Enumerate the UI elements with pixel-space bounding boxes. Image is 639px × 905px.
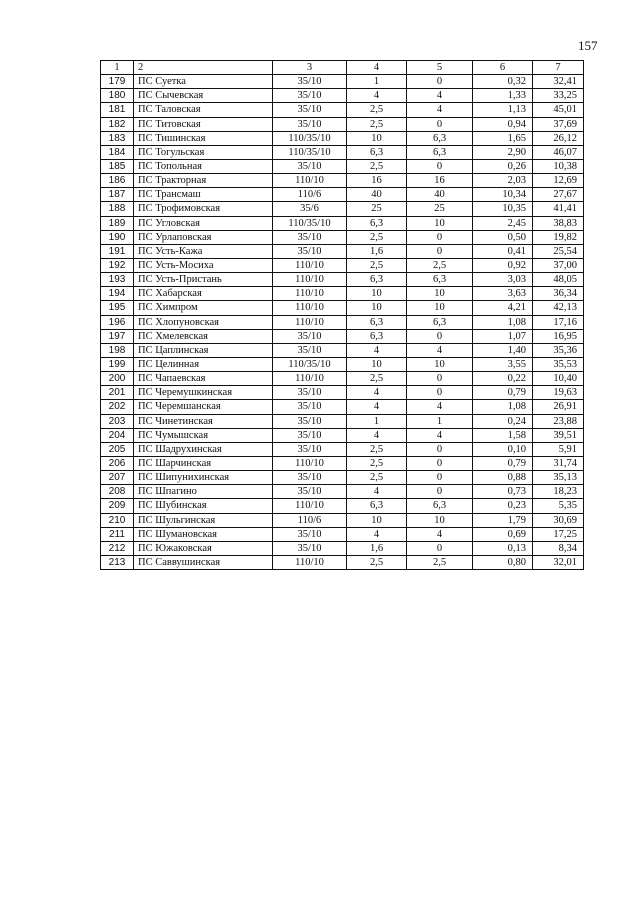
column-header: 6 xyxy=(473,61,533,75)
row-number-cell: 211 xyxy=(101,527,134,541)
table-row xyxy=(101,216,584,230)
table-row xyxy=(101,499,584,513)
table-row xyxy=(101,555,584,569)
load-cell: 10,35 xyxy=(473,202,533,216)
row-number-cell: 183 xyxy=(101,131,134,145)
capacity-2-cell: 6,3 xyxy=(407,273,473,287)
capacity-1-cell: 6,3 xyxy=(347,499,407,513)
load-cell: 2,45 xyxy=(473,216,533,230)
capacity-2-cell: 4 xyxy=(407,527,473,541)
percent-cell: 46,07 xyxy=(533,145,584,159)
voltage-cell: 35/10 xyxy=(273,230,347,244)
capacity-2-cell: 10 xyxy=(407,216,473,230)
voltage-cell: 35/10 xyxy=(273,442,347,456)
capacity-2-cell: 1 xyxy=(407,414,473,428)
row-number-cell: 194 xyxy=(101,287,134,301)
row-number-cell: 213 xyxy=(101,555,134,569)
capacity-2-cell: 4 xyxy=(407,103,473,117)
capacity-2-cell: 6,3 xyxy=(407,131,473,145)
table-row xyxy=(101,75,584,89)
row-number-cell: 198 xyxy=(101,343,134,357)
row-number-cell: 207 xyxy=(101,471,134,485)
substation-name-cell: ПС Черемшанская xyxy=(134,400,273,414)
percent-cell: 5,35 xyxy=(533,499,584,513)
percent-cell: 35,36 xyxy=(533,343,584,357)
percent-cell: 41,41 xyxy=(533,202,584,216)
row-number-cell: 212 xyxy=(101,541,134,555)
voltage-cell: 35/10 xyxy=(273,103,347,117)
load-cell: 1,65 xyxy=(473,131,533,145)
table-row xyxy=(101,386,584,400)
table-row xyxy=(101,117,584,131)
row-number-cell: 179 xyxy=(101,75,134,89)
voltage-cell: 110/35/10 xyxy=(273,357,347,371)
substation-name-cell: ПС Южаковская xyxy=(134,541,273,555)
capacity-1-cell: 2,5 xyxy=(347,471,407,485)
load-cell: 1,08 xyxy=(473,315,533,329)
substation-name-cell: ПС Сычевская xyxy=(134,89,273,103)
load-cell: 2,03 xyxy=(473,174,533,188)
capacity-2-cell: 10 xyxy=(407,513,473,527)
percent-cell: 17,25 xyxy=(533,527,584,541)
row-number-cell: 200 xyxy=(101,372,134,386)
load-cell: 0,26 xyxy=(473,159,533,173)
load-cell: 0,10 xyxy=(473,442,533,456)
voltage-cell: 35/10 xyxy=(273,117,347,131)
voltage-cell: 110/10 xyxy=(273,301,347,315)
substation-name-cell: ПС Цаплинская xyxy=(134,343,273,357)
substation-name-cell: ПС Трофимовская xyxy=(134,202,273,216)
substation-name-cell: ПС Угловская xyxy=(134,216,273,230)
table-row xyxy=(101,329,584,343)
voltage-cell: 35/10 xyxy=(273,541,347,555)
table-row xyxy=(101,103,584,117)
substation-name-cell: ПС Шпагино xyxy=(134,485,273,499)
voltage-cell: 110/10 xyxy=(273,287,347,301)
capacity-2-cell: 10 xyxy=(407,287,473,301)
percent-cell: 19,82 xyxy=(533,230,584,244)
table-row xyxy=(101,159,584,173)
table-row xyxy=(101,372,584,386)
percent-cell: 30,69 xyxy=(533,513,584,527)
voltage-cell: 35/10 xyxy=(273,471,347,485)
voltage-cell: 110/6 xyxy=(273,188,347,202)
table-row xyxy=(101,273,584,287)
capacity-1-cell: 16 xyxy=(347,174,407,188)
table-row xyxy=(101,301,584,315)
capacity-2-cell: 4 xyxy=(407,89,473,103)
row-number-cell: 199 xyxy=(101,357,134,371)
percent-cell: 17,16 xyxy=(533,315,584,329)
substation-name-cell: ПС Суетка xyxy=(134,75,273,89)
table-row xyxy=(101,527,584,541)
row-number-cell: 188 xyxy=(101,202,134,216)
capacity-2-cell: 0 xyxy=(407,456,473,470)
table-header-row xyxy=(101,61,584,75)
capacity-1-cell: 10 xyxy=(347,301,407,315)
voltage-cell: 35/10 xyxy=(273,400,347,414)
capacity-2-cell: 40 xyxy=(407,188,473,202)
table-row xyxy=(101,442,584,456)
percent-cell: 33,25 xyxy=(533,89,584,103)
table-row xyxy=(101,131,584,145)
table-row xyxy=(101,485,584,499)
load-cell: 3,55 xyxy=(473,357,533,371)
substation-name-cell: ПС Химпром xyxy=(134,301,273,315)
voltage-cell: 110/10 xyxy=(273,372,347,386)
percent-cell: 25,54 xyxy=(533,244,584,258)
table-row xyxy=(101,230,584,244)
capacity-2-cell: 0 xyxy=(407,485,473,499)
table-row xyxy=(101,188,584,202)
voltage-cell: 35/10 xyxy=(273,386,347,400)
table-row xyxy=(101,400,584,414)
load-cell: 0,13 xyxy=(473,541,533,555)
load-cell: 0,24 xyxy=(473,414,533,428)
table-row xyxy=(101,174,584,188)
substation-name-cell: ПС Целинная xyxy=(134,357,273,371)
capacity-2-cell: 0 xyxy=(407,386,473,400)
capacity-1-cell: 2,5 xyxy=(347,258,407,272)
percent-cell: 19,63 xyxy=(533,386,584,400)
substation-name-cell: ПС Тракторная xyxy=(134,174,273,188)
load-cell: 2,90 xyxy=(473,145,533,159)
substation-name-cell: ПС Тишинская xyxy=(134,131,273,145)
load-cell: 1,79 xyxy=(473,513,533,527)
capacity-2-cell: 16 xyxy=(407,174,473,188)
row-number-cell: 196 xyxy=(101,315,134,329)
substation-name-cell: ПС Шубинская xyxy=(134,499,273,513)
row-number-cell: 190 xyxy=(101,230,134,244)
percent-cell: 8,34 xyxy=(533,541,584,555)
column-header: 7 xyxy=(533,61,584,75)
substation-name-cell: ПС Усть-Мосиха xyxy=(134,258,273,272)
capacity-1-cell: 10 xyxy=(347,287,407,301)
column-header: 1 xyxy=(101,61,134,75)
capacity-1-cell: 1 xyxy=(347,414,407,428)
capacity-1-cell: 25 xyxy=(347,202,407,216)
percent-cell: 16,95 xyxy=(533,329,584,343)
percent-cell: 26,12 xyxy=(533,131,584,145)
row-number-cell: 197 xyxy=(101,329,134,343)
substation-name-cell: ПС Чинетинская xyxy=(134,414,273,428)
substation-name-cell: ПС Хабарская xyxy=(134,287,273,301)
load-cell: 0,80 xyxy=(473,555,533,569)
column-header: 5 xyxy=(407,61,473,75)
capacity-1-cell: 2,5 xyxy=(347,117,407,131)
column-header: 4 xyxy=(347,61,407,75)
capacity-1-cell: 2,5 xyxy=(347,456,407,470)
capacity-2-cell: 6,3 xyxy=(407,145,473,159)
load-cell: 10,34 xyxy=(473,188,533,202)
table-row xyxy=(101,287,584,301)
percent-cell: 27,67 xyxy=(533,188,584,202)
capacity-1-cell: 2,5 xyxy=(347,103,407,117)
voltage-cell: 35/10 xyxy=(273,329,347,343)
capacity-2-cell: 0 xyxy=(407,442,473,456)
row-number-cell: 192 xyxy=(101,258,134,272)
table-row xyxy=(101,414,584,428)
voltage-cell: 110/10 xyxy=(273,258,347,272)
substation-name-cell: ПС Хмелевская xyxy=(134,329,273,343)
percent-cell: 10,38 xyxy=(533,159,584,173)
substation-name-cell: ПС Шипунихинская xyxy=(134,471,273,485)
row-number-cell: 210 xyxy=(101,513,134,527)
percent-cell: 37,00 xyxy=(533,258,584,272)
load-cell: 0,32 xyxy=(473,75,533,89)
row-number-cell: 180 xyxy=(101,89,134,103)
load-cell: 1,40 xyxy=(473,343,533,357)
capacity-1-cell: 1,6 xyxy=(347,244,407,258)
capacity-1-cell: 4 xyxy=(347,527,407,541)
row-number-cell: 184 xyxy=(101,145,134,159)
table-row xyxy=(101,258,584,272)
substation-name-cell: ПС Усть-Кажа xyxy=(134,244,273,258)
column-header: 3 xyxy=(273,61,347,75)
voltage-cell: 110/10 xyxy=(273,555,347,569)
percent-cell: 18,23 xyxy=(533,485,584,499)
table-row xyxy=(101,471,584,485)
row-number-cell: 208 xyxy=(101,485,134,499)
capacity-1-cell: 10 xyxy=(347,357,407,371)
capacity-1-cell: 1 xyxy=(347,75,407,89)
load-cell: 1,33 xyxy=(473,89,533,103)
load-cell: 0,79 xyxy=(473,456,533,470)
table-row xyxy=(101,145,584,159)
percent-cell: 35,53 xyxy=(533,357,584,371)
percent-cell: 36,34 xyxy=(533,287,584,301)
voltage-cell: 35/6 xyxy=(273,202,347,216)
substation-name-cell: ПС Шумановская xyxy=(134,527,273,541)
voltage-cell: 110/35/10 xyxy=(273,145,347,159)
voltage-cell: 35/10 xyxy=(273,89,347,103)
substation-name-cell: ПС Таловская xyxy=(134,103,273,117)
voltage-cell: 35/10 xyxy=(273,428,347,442)
row-number-cell: 187 xyxy=(101,188,134,202)
voltage-cell: 110/35/10 xyxy=(273,216,347,230)
capacity-2-cell: 2,5 xyxy=(407,258,473,272)
percent-cell: 12,69 xyxy=(533,174,584,188)
load-cell: 1,13 xyxy=(473,103,533,117)
capacity-1-cell: 6,3 xyxy=(347,145,407,159)
percent-cell: 5,91 xyxy=(533,442,584,456)
capacity-2-cell: 0 xyxy=(407,372,473,386)
capacity-1-cell: 2,5 xyxy=(347,442,407,456)
capacity-1-cell: 4 xyxy=(347,400,407,414)
capacity-2-cell: 4 xyxy=(407,343,473,357)
capacity-2-cell: 0 xyxy=(407,244,473,258)
page-number: 157 xyxy=(578,38,598,53)
row-number-cell: 182 xyxy=(101,117,134,131)
row-number-cell: 205 xyxy=(101,442,134,456)
capacity-1-cell: 6,3 xyxy=(347,315,407,329)
percent-cell: 48,05 xyxy=(533,273,584,287)
row-number-cell: 202 xyxy=(101,400,134,414)
table-row xyxy=(101,244,584,258)
row-number-cell: 189 xyxy=(101,216,134,230)
load-cell: 0,92 xyxy=(473,258,533,272)
load-cell: 3,03 xyxy=(473,273,533,287)
load-cell: 0,50 xyxy=(473,230,533,244)
capacity-2-cell: 0 xyxy=(407,75,473,89)
load-cell: 3,63 xyxy=(473,287,533,301)
percent-cell: 32,41 xyxy=(533,75,584,89)
table-row xyxy=(101,357,584,371)
substation-name-cell: ПС Титовская xyxy=(134,117,273,131)
capacity-2-cell: 2,5 xyxy=(407,555,473,569)
substation-name-cell: ПС Черемушкинская xyxy=(134,386,273,400)
row-number-cell: 203 xyxy=(101,414,134,428)
substation-name-cell: ПС Шадрухинская xyxy=(134,442,273,456)
substation-name-cell: ПС Чумышская xyxy=(134,428,273,442)
capacity-2-cell: 10 xyxy=(407,301,473,315)
load-cell: 4,21 xyxy=(473,301,533,315)
load-cell: 0,79 xyxy=(473,386,533,400)
voltage-cell: 35/10 xyxy=(273,414,347,428)
percent-cell: 38,83 xyxy=(533,216,584,230)
table-row xyxy=(101,315,584,329)
capacity-1-cell: 4 xyxy=(347,428,407,442)
row-number-cell: 201 xyxy=(101,386,134,400)
capacity-2-cell: 0 xyxy=(407,117,473,131)
substation-name-cell: ПС Тогульская xyxy=(134,145,273,159)
capacity-2-cell: 0 xyxy=(407,159,473,173)
capacity-1-cell: 6,3 xyxy=(347,329,407,343)
row-number-cell: 209 xyxy=(101,499,134,513)
substation-name-cell: ПС Урлаповская xyxy=(134,230,273,244)
substation-name-cell: ПС Чапаевская xyxy=(134,372,273,386)
substation-name-cell: ПС Саввушинская xyxy=(134,555,273,569)
voltage-cell: 35/10 xyxy=(273,244,347,258)
percent-cell: 31,74 xyxy=(533,456,584,470)
substation-name-cell: ПС Трансмаш xyxy=(134,188,273,202)
row-number-cell: 195 xyxy=(101,301,134,315)
substation-name-cell: ПС Хлопуновская xyxy=(134,315,273,329)
table-row xyxy=(101,343,584,357)
capacity-2-cell: 25 xyxy=(407,202,473,216)
row-number-cell: 181 xyxy=(101,103,134,117)
capacity-1-cell: 6,3 xyxy=(347,216,407,230)
table-row xyxy=(101,202,584,216)
row-number-cell: 191 xyxy=(101,244,134,258)
voltage-cell: 35/10 xyxy=(273,485,347,499)
voltage-cell: 35/10 xyxy=(273,159,347,173)
capacity-1-cell: 10 xyxy=(347,513,407,527)
percent-cell: 42,13 xyxy=(533,301,584,315)
voltage-cell: 110/10 xyxy=(273,273,347,287)
load-cell: 1,07 xyxy=(473,329,533,343)
capacity-2-cell: 0 xyxy=(407,230,473,244)
load-cell: 0,22 xyxy=(473,372,533,386)
capacity-2-cell: 0 xyxy=(407,541,473,555)
capacity-2-cell: 0 xyxy=(407,329,473,343)
percent-cell: 26,91 xyxy=(533,400,584,414)
capacity-1-cell: 4 xyxy=(347,343,407,357)
table-row xyxy=(101,541,584,555)
capacity-1-cell: 2,5 xyxy=(347,230,407,244)
capacity-2-cell: 4 xyxy=(407,400,473,414)
voltage-cell: 110/6 xyxy=(273,513,347,527)
load-cell: 0,41 xyxy=(473,244,533,258)
capacity-1-cell: 4 xyxy=(347,485,407,499)
load-cell: 0,88 xyxy=(473,471,533,485)
row-number-cell: 193 xyxy=(101,273,134,287)
row-number-cell: 186 xyxy=(101,174,134,188)
capacity-1-cell: 4 xyxy=(347,89,407,103)
percent-cell: 39,51 xyxy=(533,428,584,442)
percent-cell: 37,69 xyxy=(533,117,584,131)
substation-table xyxy=(100,60,584,570)
load-cell: 1,58 xyxy=(473,428,533,442)
table-row xyxy=(101,428,584,442)
voltage-cell: 110/10 xyxy=(273,315,347,329)
capacity-2-cell: 10 xyxy=(407,357,473,371)
capacity-2-cell: 0 xyxy=(407,471,473,485)
capacity-1-cell: 6,3 xyxy=(347,273,407,287)
voltage-cell: 110/10 xyxy=(273,174,347,188)
capacity-2-cell: 6,3 xyxy=(407,315,473,329)
capacity-2-cell: 6,3 xyxy=(407,499,473,513)
substation-name-cell: ПС Усть-Пристань xyxy=(134,273,273,287)
table-row xyxy=(101,513,584,527)
capacity-1-cell: 1,6 xyxy=(347,541,407,555)
voltage-cell: 110/10 xyxy=(273,499,347,513)
capacity-1-cell: 10 xyxy=(347,131,407,145)
capacity-1-cell: 2,5 xyxy=(347,555,407,569)
row-number-cell: 206 xyxy=(101,456,134,470)
table-row xyxy=(101,456,584,470)
percent-cell: 45,01 xyxy=(533,103,584,117)
percent-cell: 10,40 xyxy=(533,372,584,386)
load-cell: 0,73 xyxy=(473,485,533,499)
capacity-1-cell: 2,5 xyxy=(347,372,407,386)
load-cell: 1,08 xyxy=(473,400,533,414)
substation-name-cell: ПС Шульгинская xyxy=(134,513,273,527)
voltage-cell: 110/10 xyxy=(273,456,347,470)
voltage-cell: 35/10 xyxy=(273,343,347,357)
substation-name-cell: ПС Шарчинская xyxy=(134,456,273,470)
capacity-1-cell: 2,5 xyxy=(347,159,407,173)
capacity-1-cell: 40 xyxy=(347,188,407,202)
row-number-cell: 204 xyxy=(101,428,134,442)
capacity-1-cell: 4 xyxy=(347,386,407,400)
row-number-cell: 185 xyxy=(101,159,134,173)
load-cell: 0,69 xyxy=(473,527,533,541)
voltage-cell: 110/35/10 xyxy=(273,131,347,145)
percent-cell: 35,13 xyxy=(533,471,584,485)
substation-name-cell: ПС Топольная xyxy=(134,159,273,173)
percent-cell: 32,01 xyxy=(533,555,584,569)
capacity-2-cell: 4 xyxy=(407,428,473,442)
voltage-cell: 35/10 xyxy=(273,75,347,89)
percent-cell: 23,88 xyxy=(533,414,584,428)
voltage-cell: 35/10 xyxy=(273,527,347,541)
table-row xyxy=(101,89,584,103)
load-cell: 0,94 xyxy=(473,117,533,131)
load-cell: 0,23 xyxy=(473,499,533,513)
column-header: 2 xyxy=(134,61,273,75)
